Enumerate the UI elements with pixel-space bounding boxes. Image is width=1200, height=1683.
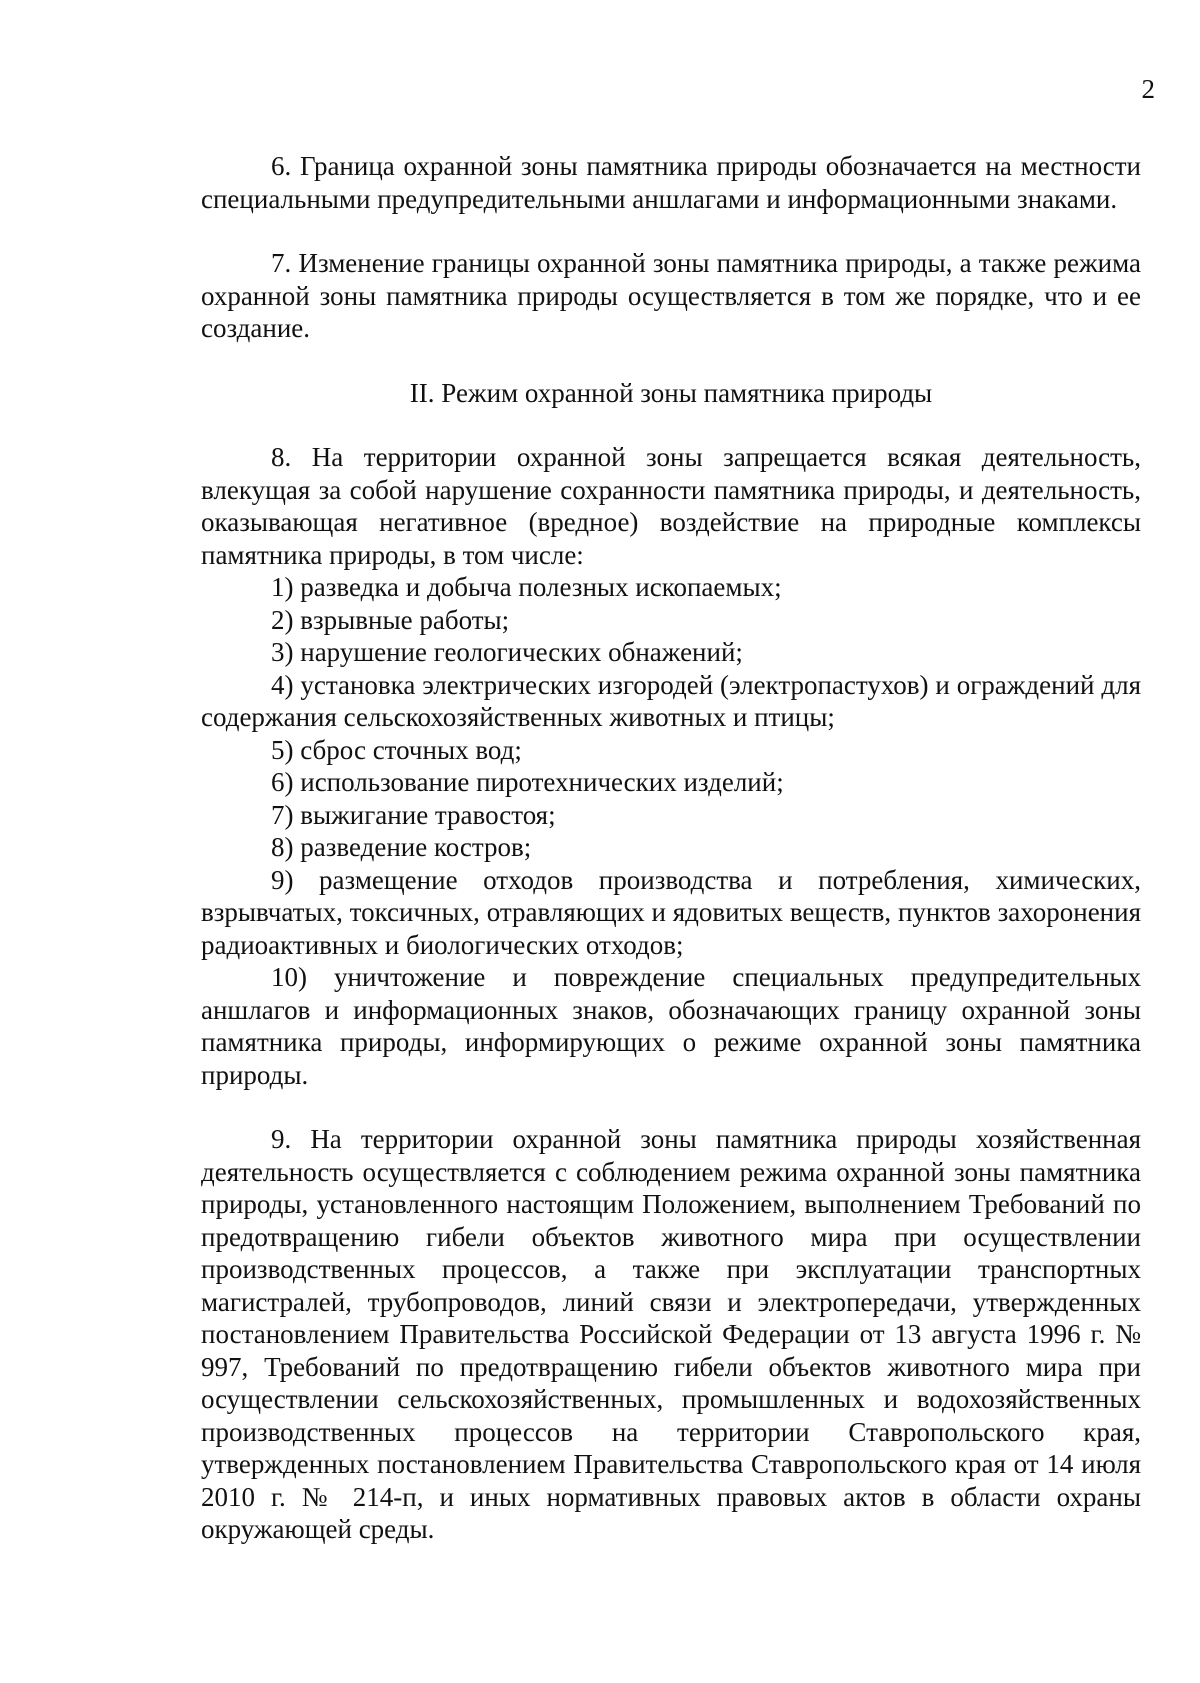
list-item-2: 2) взрывные работы; bbox=[271, 604, 510, 635]
paragraph-6: 6. Граница охранной зоны памятника природы обозначается на местности специальными предупредительными аншлагами и информационными знаками. bbox=[201, 151, 1141, 214]
list-item-9: 9) размещение отходов производства и потребления, химических, взрывчатых, токсичных, отравляющих и ядовитых веществ, пунктов захоронения радиоактивных и биологических отходов; bbox=[201, 864, 1141, 960]
page-number: 2 bbox=[1141, 74, 1155, 104]
list-item-3: 3) нарушение геологических обнажений; bbox=[271, 637, 743, 667]
list-item-10: 10) уничтожение и повреждение специальных предупредительных аншлагов и информационных знаков, обозначающих границу охранной зоны памятника природы, информирующих о режиме охранной зоны памятника природы. bbox=[201, 962, 1141, 1090]
paragraph-8: 8. На территории охранной зоны запрещается всякая деятельность, влекущая за собой нарушение сохранности памятника природы, и деятельность, оказывающая негативное (вредное) воздействие на природные комплексы памятника природы, в том числе: bbox=[201, 442, 1141, 570]
list-item-8: 8) разведение костров; bbox=[271, 832, 532, 862]
list-item-7: 7) выжигание травостоя; bbox=[271, 799, 556, 830]
document-body bbox=[201, 150, 1141, 1546]
section-heading: II. Режим охранной зоны памятника природы bbox=[409, 377, 933, 408]
list-item-1: 1) разведка и добыча полезных ископаемых; bbox=[271, 572, 782, 602]
list-item-4: 4) установка электрических изгородей (электропастухов) и ограждений для содержания сельскохозяйственных животных и птицы; bbox=[201, 669, 1141, 732]
list-item-6: 6) использование пиротехнических изделий; bbox=[271, 767, 784, 797]
list-item-5: 5) сброс сточных вод; bbox=[271, 734, 522, 765]
paragraph-9: 9. На территории охранной зоны памятника природы хозяйственная деятельность осуществляется с соблюдением режима охранной зоны памятника природы, установленного настоящим Положением, выполнением Требований по предотвращению гибели объектов животного мира при осуществлении производственных процессов, а также при эксплуатации транспортных магистралей, трубопроводов, линий связи и электропередачи, утвержденных постановлением Правительства Российской Федерации от 13 августа 1996 г. № 997, Требований по предотвращению гибели объектов животного мира при осуществлении сельскохозяйственных, промышленных и водохозяйственных производственных процессов на территории Ставропольского края, утвержденных постановлением Правительства Ставропольского края от 14 июля 2010 г. № 214-п, и иных нормативных правовых актов в области охраны окружающей среды. bbox=[201, 1124, 1141, 1544]
paragraph-7: 7. Изменение границы охранной зоны памятника природы, а также режима охранной зоны памятника природы осуществляется в том же порядке, что и ее создание. bbox=[201, 248, 1141, 343]
